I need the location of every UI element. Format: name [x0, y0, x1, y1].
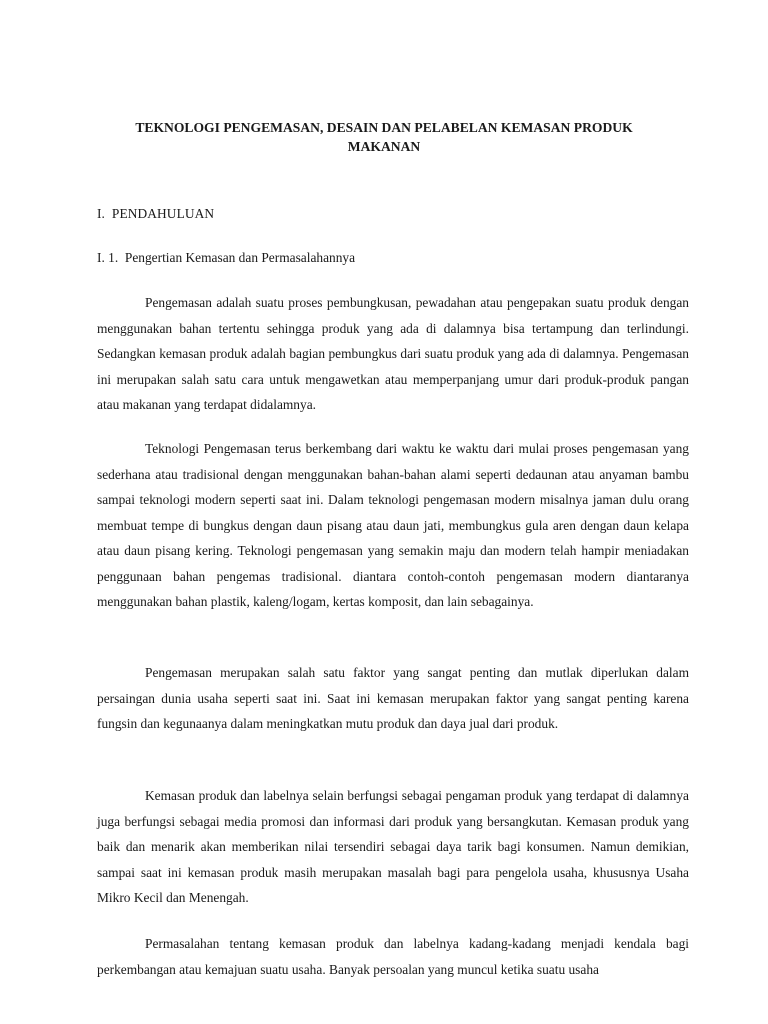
subsection-heading: I. 1. Pengertian Kemasan dan Permasalahannya: [97, 250, 356, 265]
paragraph-4: Kemasan produk dan labelnya selain berfungsi sebagai pengaman produk yang terdapat di dalamnya juga berfungsi sebagai media promosi dan informasi dari produk yang bersangkutan. Kemasan produk yang baik dan menarik akan memberikan nilai tersendiri sebagai daya tarik bagi konsumen. Namun demikian, sampai saat ini kemasan produk masih merupakan masalah bagi para pengelola usaha, khususnya Usaha Mikro Kecil dan Menengah.: [97, 788, 689, 905]
document-title: [96, 118, 672, 156]
paragraph-5: Permasalahan tentang kemasan produk dan labelnya kadang-kadang menjadi kendala bagi perkembangan atau kemajuan suatu usaha. Banyak persoalan yang muncul ketika suatu usaha: [97, 936, 689, 977]
title-line-1: TEKNOLOGI PENGEMASAN, DESAIN DAN PELABELAN KEMASAN PRODUK: [135, 120, 633, 135]
title-line-2: MAKANAN: [347, 139, 421, 154]
paragraph-1: Pengemasan adalah suatu proses pembungkusan, pewadahan atau pengepakan suatu produk dengan menggunakan bahan tertentu sehingga produk yang ada di dalamnya bisa tertampung dan terlindungi. Sedangkan kemasan produk adalah bagian pembungkus dari suatu produk yang ada di dalamnya. Pengemasan ini merupakan salah satu cara untuk mengawetkan atau memperpanjang umur dari produk-produk pangan atau makanan yang terdapat didalamnya.: [97, 295, 689, 412]
paragraph-2: Teknologi Pengemasan terus berkembang dari waktu ke waktu dari mulai proses pengemasan yang sederhana atau tradisional dengan menggunakan bahan-bahan alami seperti dedaunan atau anyaman bambu sampai teknologi modern seperti saat ini. Dalam teknologi pengemasan modern misalnya jaman dulu orang membuat tempe di bungkus dengan daun pisang atau daun jati, membungkus gula aren dengan daun kelapa atau daun pisang kering. Teknologi pengemasan yang semakin maju dan modern telah hampir meniadakan penggunaan bahan pengemas tradisional. diantara contoh-contoh pengemasan modern diantaranya menggunakan bahan plastik, kaleng/logam, kertas komposit, dan lain sebagainya.: [97, 441, 689, 609]
section-heading: I. PENDAHULUAN: [97, 206, 215, 221]
paragraph-3: Pengemasan merupakan salah satu faktor yang sangat penting dan mutlak diperlukan dalam persaingan dunia usaha seperti saat ini. Saat ini kemasan merupakan faktor yang sangat penting karena fungsin dan kegunaanya dalam meningkatkan mutu produk dan daya jual dari produk.: [97, 665, 689, 731]
